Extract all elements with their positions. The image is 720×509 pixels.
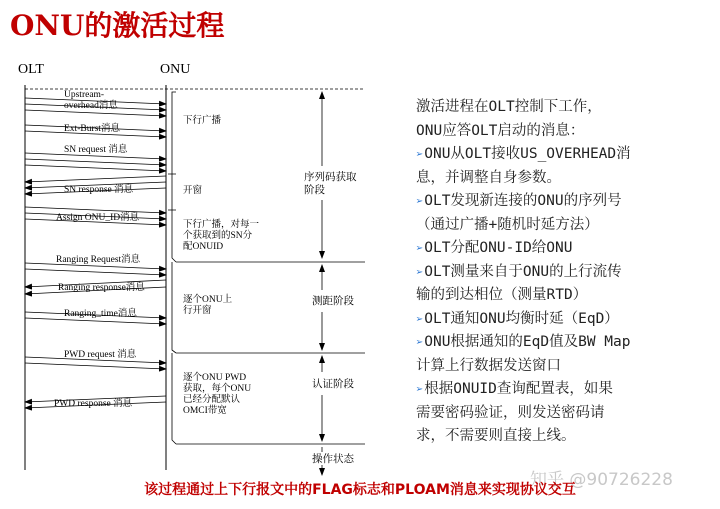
footer-caption: 该过程通过上下行报文中的FLAG标志和PLOAM消息来实现协议交互 [144,482,576,498]
sn-request-arrows [25,153,166,171]
msg-pwd-request: PWD request 消息 [64,350,137,360]
msg-ranging-response: Ranging response消息 [58,283,145,293]
explanation-bullet: ➢ONU从OLT接收US_OVERHEAD消 [416,146,631,162]
note-assign-3: 配ONUID [183,242,224,252]
explanation-line: 需要密码验证，则发送密码请 [416,404,605,421]
bullet-arrow-icon: ➢ [416,311,424,326]
explanation-bullet: ➢OLT测量来自于ONU的上行流传 [416,263,622,280]
explanation-panel [416,96,716,449]
msg-ext-burst: Ext-Burst消息 [64,124,120,134]
note-assign-2: 个获取到的SN分 [183,231,253,241]
note-each-onu-1: 逐个ONU上 [183,295,233,305]
onu-label: ONU [160,62,191,77]
olt-label: OLT [18,62,44,77]
note-open-window: 开窗 [183,186,203,196]
explanation-line: 输的到达相位（测量RTD） [416,287,588,303]
msg-ranging-request: Ranging Request消息 [56,255,141,265]
explanation-bullet: ➢OLT发现新连接的ONU的序列号 [416,193,622,209]
note-pwd-1: 逐个ONU PWD [183,373,247,383]
msg-pwd-response: PWD response 消息 [54,399,133,409]
explanation-line: 求，不需要则直接上线。 [416,428,576,444]
phase-auth: 认证阶段 [312,379,354,390]
bullet-arrow-icon: ➢ [416,264,424,279]
explanation-intro-1: 激活进程在OLT控制下工作， [416,99,602,115]
msg-assign-onu-id: Assign ONU_ID消息 [56,213,140,223]
note-assign-1: 下行广播，对每一 [183,220,260,230]
page-title: ONU的激活过程 [10,9,225,42]
bullet-arrow-icon: ➢ [416,335,424,349]
explanation-intro-2: ONU应答OLT启动的消息： [416,122,585,139]
explanation-bullet: ➢OLT通知ONU均衡时延（EqD） [416,310,619,327]
bullet-arrow-icon: ➢ [416,382,424,396]
msg-upstream-2: overhead消息 [64,101,118,111]
bullet-arrow-icon: ➢ [416,147,424,161]
phase-operation: 操作状态 [312,454,354,465]
onu-bracket [172,92,176,444]
note-pwd-2: 获取，每个ONU [183,384,252,394]
explanation-line: 息，并调整自身参数。 [416,169,561,186]
explanation-bullet: ➢ONU根据通知的EqD值及BW Map [416,334,631,350]
note-pwd-4: OMCI带宽 [183,406,227,416]
bullet-arrow-icon: ➢ [416,194,424,208]
note-downstream-broadcast: 下行广播 [183,116,222,126]
msg-sn-request: SN request 消息 [64,145,128,155]
msg-ranging-time: Ranging_time消息 [64,309,137,319]
watermark: 知乎 @90726228 [530,470,673,490]
msg-upstream-1: Upstream- [64,90,105,100]
phase-serial-2: 阶段 [304,185,325,196]
note-pwd-3: 已经分配默认 [183,395,241,405]
explanation-line: （通过广播+随机时延方法） [416,216,599,233]
explanation-bullet: ➢根据ONUID查询配置表，如果 [416,381,613,397]
bullet-arrow-icon: ➢ [416,241,424,255]
note-each-onu-2: 行开窗 [183,306,212,316]
explanation-line: 计算上行数据发送窗口 [416,357,561,374]
explanation-bullet: ➢OLT分配ONU-ID给ONU [416,240,573,256]
phase-ranging: 测距阶段 [312,296,354,307]
phase-serial-1: 序列码获取 [304,172,357,183]
msg-sn-response: SN response 消息 [64,185,134,195]
